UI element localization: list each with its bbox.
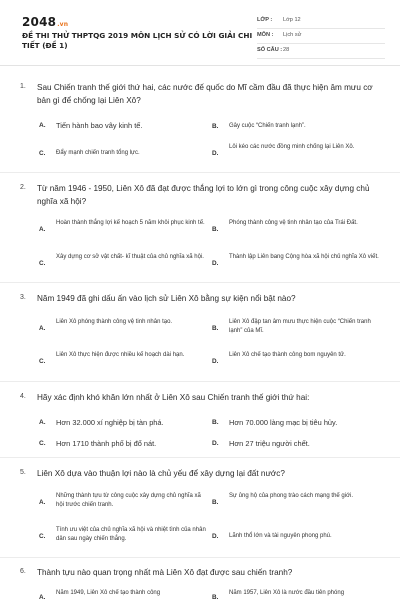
option-letter: B. — [212, 325, 219, 332]
option-text: Những thành tựu từ công cuộc xây dựng chủ nghĩa xã hội trước chiến tranh. — [56, 493, 201, 508]
brand-logo[interactable] — [22, 15, 68, 29]
option-text: Liên Xô thực hiện được nhiều kế hoạch dài hạn. — [56, 352, 185, 358]
option-letter: D. — [212, 440, 219, 447]
option-text: Liên Xô phóng thành công vệ tinh nhân tạo. — [56, 319, 173, 325]
option-letter: D. — [212, 533, 219, 540]
option-letter: B. — [212, 226, 219, 233]
option-letter: A. — [39, 419, 46, 426]
option-text: Năm 1957, Liên Xô là nước đầu tiên phóng — [229, 590, 345, 596]
option-letter: B. — [212, 123, 219, 130]
option-text: Hơn 32.000 xí nghiệp bị tàn phá. — [56, 418, 164, 427]
meta-value: Lịch sử — [283, 32, 302, 38]
option-letter: C. — [39, 260, 46, 267]
option-text: Hơn 27 triệu người chết. — [229, 439, 310, 448]
option-text: Hoàn thành thắng lợi kế hoạch 5 năm khôi phục kinh tế. — [56, 220, 205, 226]
option-letter: A. — [39, 122, 46, 129]
option-text: Phóng thành công vệ tinh nhân tạo của Trái Đất. — [229, 220, 358, 226]
question-number: 5. — [20, 469, 26, 476]
meta-label: MÔN : — [257, 32, 274, 38]
option-text: Lãnh thổ lớn và tài nguyên phong phú. — [229, 533, 332, 539]
option-text: Liên Xô chế tạo thành công bom nguyên tử. — [229, 352, 346, 358]
option-letter: C. — [39, 533, 46, 540]
option-text: Tiến hành bao vây kinh tế. — [56, 121, 143, 130]
exam-meta — [257, 14, 385, 59]
meta-value: 28 — [283, 47, 290, 53]
option-letter: C. — [39, 150, 46, 157]
meta-label: LỚP : — [257, 17, 273, 23]
question-5 — [0, 458, 400, 558]
question-text: Từ năm 1946 - 1950, Liên Xô đã đạt được thắng lợi to lớn gì trong công cuộc xây dựng chủ nghĩa xã hội? — [37, 184, 370, 206]
option-text: Tính ưu việt của chủ nghĩa xã hội và nhiệt tình của nhân dân sau ngày chiến thắng. — [56, 527, 206, 542]
option-letter: C. — [39, 440, 46, 447]
meta-label: SỐ CÂU : — [257, 47, 283, 53]
page-header — [0, 0, 400, 66]
meta-row-class — [257, 14, 385, 29]
meta-value: Lớp 12 — [283, 17, 301, 23]
option-text: Lôi kéo các nước đồng minh chống lại Liên Xô. — [229, 144, 355, 150]
question-number: 1. — [20, 83, 26, 90]
question-number: 2. — [20, 184, 26, 191]
option-text: Xây dựng cơ sở vật chất- kĩ thuật của chủ nghĩa xã hội. — [56, 254, 204, 260]
option-letter: C. — [39, 358, 46, 365]
option-text: Đẩy mạnh chiến tranh tổng lực. — [56, 150, 140, 156]
question-6 — [0, 558, 400, 600]
option-letter: D. — [212, 358, 219, 365]
question-text: Hãy xác định khó khăn lớn nhất ở Liên Xô sau Chiến tranh thế giới thứ hai: — [37, 393, 310, 402]
brand-name: 2048 — [22, 15, 57, 29]
option-letter: D. — [212, 260, 219, 267]
meta-row-count — [257, 44, 385, 59]
option-text: Liên Xô đập tan âm mưu thực hiện cuộc “Chiến tranh lạnh” của Mĩ. — [229, 319, 371, 334]
option-letter: A. — [39, 226, 46, 233]
question-text: Năm 1949 đã ghi dấu ấn vào lịch sử Liên Xô bằng sự kiện nổi bật nào? — [37, 294, 296, 303]
question-text: Liên Xô dựa vào thuận lợi nào là chủ yếu để xây dựng lại đất nước? — [37, 469, 285, 478]
option-text: Hơn 1710 thành phố bị đổ nát. — [56, 439, 157, 448]
option-letter: B. — [212, 499, 219, 506]
question-number: 4. — [20, 393, 26, 400]
brand-tld: .vn — [57, 21, 69, 28]
page-title: ĐỀ THI THỬ THPTQG 2019 MÔN LỊCH SỬ CÓ LỜI GIẢI CHI TIẾT (ĐỀ 1) — [22, 31, 253, 50]
question-2 — [0, 173, 400, 283]
option-letter: A. — [39, 499, 46, 506]
option-letter: A. — [39, 594, 46, 600]
option-text: Thành lập Liên bang Cộng hòa xã hội chủ nghĩa Xô viết. — [229, 254, 379, 260]
option-text: Hơn 70.000 làng mạc bị tiêu hủy. — [229, 418, 338, 427]
option-letter: B. — [212, 419, 219, 426]
option-text: Năm 1949, Liên Xô chế tạo thành công — [56, 590, 161, 596]
option-text: Gây cuộc “Chiến tranh lạnh”. — [229, 123, 306, 129]
question-text: Thành tựu nào quan trọng nhất mà Liên Xô đạt được sau chiến tranh? — [37, 568, 293, 577]
meta-row-subject — [257, 29, 385, 44]
option-letter: D. — [212, 150, 219, 157]
question-number: 3. — [20, 294, 26, 301]
option-text: Sự ủng hộ của phong trào cách mạng thế giới. — [229, 493, 354, 499]
question-1 — [0, 72, 400, 173]
option-letter: B. — [212, 594, 219, 600]
question-text: Sau Chiến tranh thế giới thứ hai, các nước đế quốc do Mĩ cầm đầu đã thực hiện âm mưu cơ bản gì để chống lại Liên Xô? — [37, 83, 373, 105]
question-number: 6. — [20, 568, 26, 575]
question-3 — [0, 283, 400, 382]
option-letter: A. — [39, 325, 46, 332]
question-4 — [0, 382, 400, 458]
